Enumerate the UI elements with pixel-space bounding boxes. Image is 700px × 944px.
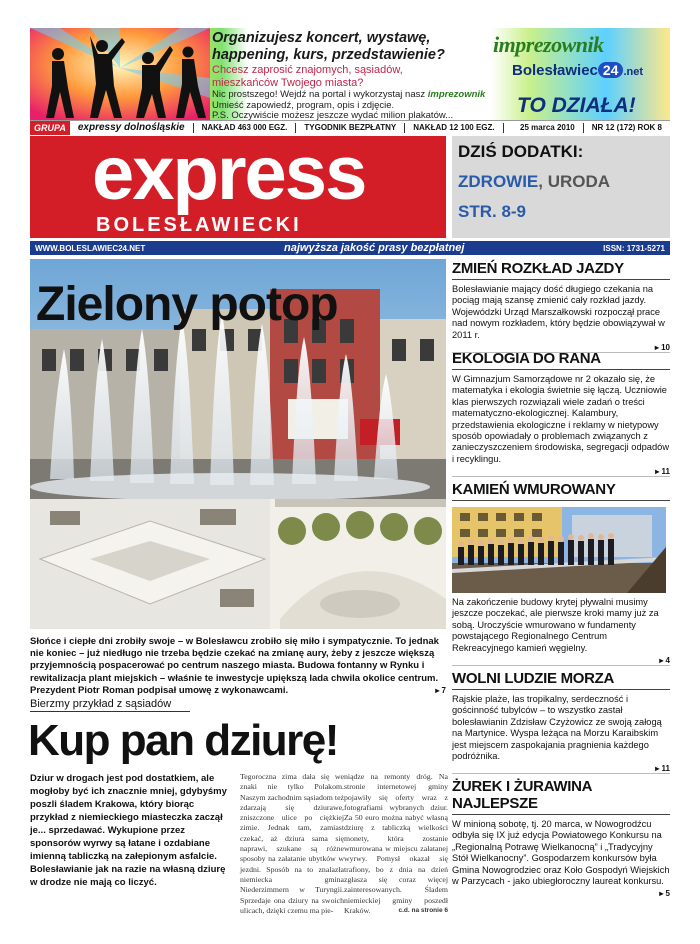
group-label: GRUPA [30, 121, 70, 135]
cornerstone-photo [452, 507, 666, 593]
paper-slogan: najwyższa jakość prasy bezpłatnej [284, 242, 465, 254]
news-brief-page-ref[interactable]: ▸ 4 [452, 656, 670, 666]
advert-subline: Chcesz zaprosić znajomych, sąsiadów, mieszkańców Twojego miasta? [212, 64, 403, 89]
supplements-title: DZIŚ DODATKI: [458, 142, 584, 161]
supplements-topics [458, 172, 664, 192]
advert-slogan: TO DZIAŁA! [517, 94, 636, 117]
ceremony-image [452, 507, 666, 593]
advert-headline: Organizujesz koncert, wystawę, happening, kurs, przedstawienie? [212, 30, 445, 63]
local-circulation: NAKŁAD 12 100 EGZ. [405, 123, 503, 133]
news-brief-text: Rajskie plaże, las tropikalny, serdeczność i gościnność tubylców – to wszystko zastał bolesławianin Zdzisław Czyżowicz ze swoją załogą na Martynice. Wyspa leżąca na Morzu Karaibskim jest miejscem zaspokajania pragnienia każdego podróżnika. [452, 694, 662, 762]
weekly-label: TYGODNIK BEZPŁATNY [296, 123, 405, 133]
news-brief-title: KAMIEŃ WMUROWANY [452, 481, 670, 501]
main-story-title[interactable]: Zielony potop [36, 278, 338, 331]
continued-link[interactable]: c.d. na stronie 6 [398, 906, 448, 914]
news-brief-title: ŻUREK I ŻURAWINA NAJLEPSZE [452, 778, 670, 815]
news-brief-page-ref[interactable]: ▸ 5 [659, 889, 670, 899]
news-brief-text: Bolesławianie mający dość długiego czekania na pociąg mają szansę zmienić cały rozkład jazdy. Wojewódzki Urząd Marszałkowski rozpoczął prace nad nowym rozkładem, który będzie obowiązywał w 2011 r. [452, 284, 665, 340]
supplement-topic-1: ZDROWIE [458, 172, 539, 191]
bottom-story-headline[interactable]: Kup pan dziurę! [28, 716, 338, 765]
topics-separator: , [538, 172, 544, 191]
issue-number: NR 12 (172) ROK 8 [591, 122, 662, 132]
news-brief-ecology[interactable] [452, 350, 670, 477]
news-brief-sailors[interactable] [452, 670, 670, 774]
advert-line-2: Umieść zapowiedź, program, opis i zdjęcie. [212, 99, 395, 111]
site-name: Bolesławiec [512, 62, 598, 79]
masthead-title: express [92, 131, 366, 216]
bottom-story-lead: Dziur w drogach jest pod dostatkiem, ale mogłoby być ich znacznie mniej, gdybyśmy poszli śladem Krakowa, który biorąc przykład z niemieckiego miasteczka zaczął je... sprzedawać. Wykupione przez sponsorów wyrwy są łatane i ozdabiane imienną tabliczką na załepionym asfalcie. Bolesławianie jak na razie na własną dziurę w drodze nie mają co liczyć. [30, 773, 227, 888]
site-badge: 24 [598, 62, 624, 78]
main-story-caption-text: Słońce i ciepłe dni zrobiły swoje – w Bolesławcu zrobiło się miło i sympatycznie. To jednak nie koniec – już niedługo nie trzeba będzie czekać na zmianę aury, żeby z jeszcze większą przyjemnością pospacerować po centrum naszego miasta. Budowa fontanny w Rynku i rewitalizacja plant miejskich – właśnie te inwestycje upiększą lada chwila okolice centrum. Prezydent Piotr Roman podpisał umowę z wykonawcami. [30, 636, 439, 696]
dancers-silhouette-graphic [30, 28, 210, 120]
supplements-pages: STR. 8-9 [458, 202, 527, 221]
news-brief-title: ZMIEŃ ROZKŁAD JAZDY [452, 260, 670, 280]
issn-number: ISSN: 1731-5271 [603, 243, 665, 253]
total-circulation: NAKŁAD 463 000 EGZ. [194, 123, 297, 133]
news-brief-timetable[interactable] [452, 260, 670, 353]
bottom-story-kicker: Bierzmy przykład z sąsiadów [30, 698, 190, 712]
news-brief-text: W minioną sobotę, tj. 20 marca, w Nowogrodźcu odbyła się IX już edycja Powiatowego Konkursu na „Regionalną Potrawę Wielkanocną” i „Tradycyjny Stół Wielkanocny”. Gospodarzem konkursów była Gmina Nowogrodziec oraz Koło Gospodyń Wiejskich w Parzycach - jako ubiegłoroczny laureat konkursu. [452, 819, 670, 887]
advert-line-3: P.S. Oczywiście możesz jeszcze wydać milion plakatów... [212, 110, 454, 120]
news-brief-title: EKOLOGIA DO RANA [452, 350, 670, 370]
main-story-photo[interactable] [30, 259, 446, 629]
news-brief-page-ref[interactable]: ▸ 10 [452, 343, 670, 353]
bottom-story-column-2-text: niądze na remonty dróg. Na stronie internetowej gminy pojawiły się oferty wraz z fotografiami wybranych dziur. Za 50 euro można nabyć własną dziurę z tabliczką wielkości monety, która zostanie wmurowana w miejscu załatanej wyrwy. Pomysł okazał się trafiony, bo z dnia na dzień zgłasza się coraz więcej zainteresowanych. Śladem niemieckiej gminy poszedł Kraków. [344, 772, 448, 915]
bottom-story-column-1: Tegoroczna zima dała się we znaki nie tylko Polakom. Naszym zachodnim sąsiadom też zdarzają się dziurawe, zniszczone ulice po ciężkiej zimie. Jednak tam, zamiast czekać, aż dziura sama się naprawi, szukane są różne sposoby na załatanie ubytków w jezdni. Sposób na to znalazła niemiecka gmina Niederzimmern w Turyngii. Sprzedaje ona dziury na swoich ulicach, dzięki czemu ma pie- [240, 772, 344, 915]
advert-line-1: Nic prostszego! Wejdź na portal i wykorzystaj nasz imprezownik [212, 89, 486, 100]
bottom-story-column-2 [344, 772, 448, 916]
group-name: expressy dolnośląskie [70, 123, 194, 133]
main-story-page-ref[interactable]: ▸ 7 [435, 685, 446, 695]
news-brief-page-ref[interactable]: ▸ 11 [452, 764, 670, 774]
imprezownik-logo[interactable]: imprezownik [493, 32, 604, 57]
top-advert-banner[interactable] [30, 28, 670, 120]
news-brief-cornerstone[interactable] [452, 481, 670, 666]
boleslawiec24-logo[interactable] [512, 62, 643, 79]
main-story-caption [30, 636, 446, 697]
issue-date: 25 marca 2010 [512, 123, 584, 133]
website-bar [30, 241, 670, 255]
advert-line-1-brand: imprezownik [427, 89, 486, 100]
news-brief-text: W Gimnazjum Samorządowe nr 2 okazało się, że matematyka i ekologia świetnie się łączą. Uczniowie klas pierwszych rozwiązali wiele zadań o treści matematyczno-ekologicznej. Kalambury, przedstawienia ekologiczne i reklamy w nietypowy sposób opowiadały o problemach związanych z zanieczyszczeniem środowiska, segregacji odpadów i recyklingu. [452, 374, 670, 464]
news-brief-text: Na zakończenie budowy krytej pływalni musimy jeszcze poczekać, ale pierwsze kroki mamy już za sobą. Uroczyście wmurowano w fundamenty powstającego Regionalnego Centrum Rekreacyjnego kamień węgielny. [452, 597, 659, 653]
site-suffix: .net [623, 66, 644, 78]
masthead-subtitle: BOLESŁAWIECKI [96, 214, 302, 236]
news-brief-easter-contest[interactable] [452, 778, 670, 898]
advert-small-print [212, 90, 502, 120]
news-brief-page-ref[interactable]: ▸ 11 [452, 467, 670, 477]
supplements-box[interactable] [452, 136, 670, 238]
masthead[interactable] [30, 131, 446, 238]
news-brief-title: WOLNI LUDZIE MORZA [452, 670, 670, 690]
website-link[interactable]: WWW.BOLESLAWIEC24.NET [35, 243, 146, 253]
supplement-topic-2: URODA [547, 172, 611, 191]
